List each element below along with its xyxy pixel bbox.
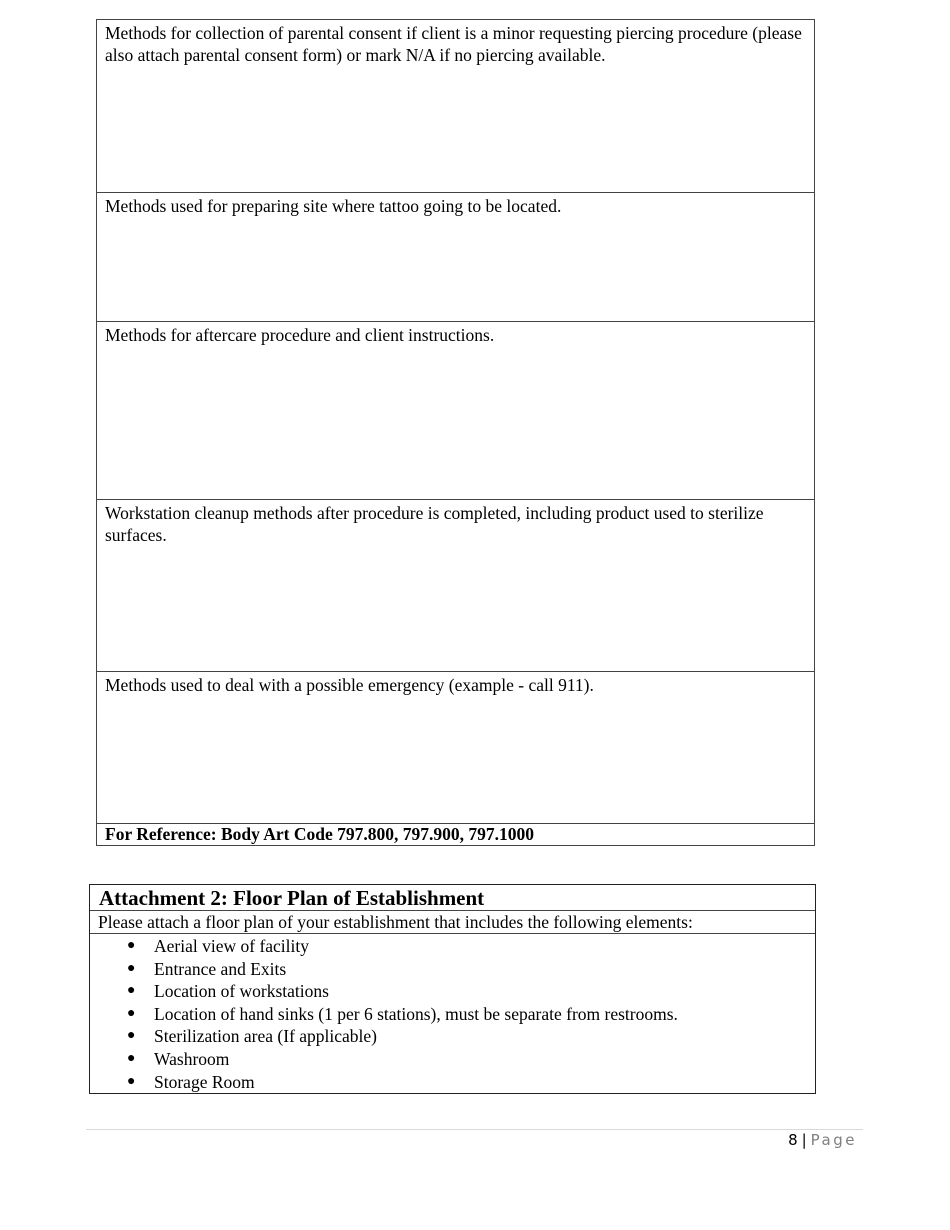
list-item-text: Aerial view of facility — [154, 936, 310, 956]
page-label: Page — [810, 1131, 857, 1149]
floor-plan-elements-list — [90, 934, 815, 1093]
list-item — [90, 980, 815, 1003]
emergency-field[interactable] — [97, 672, 814, 824]
bullet-icon: ● — [127, 1050, 136, 1066]
list-item — [90, 1025, 815, 1048]
list-item-text: Washroom — [154, 1048, 230, 1069]
list-item-text: Entrance and Exits — [154, 958, 287, 979]
list-item-text: Location of hand sinks (1 per 6 stations), must be separate from restrooms. — [154, 1003, 678, 1024]
site-preparation-label: Methods used for preparing site where tattoo going to be located. — [105, 196, 562, 216]
bullet-icon: ● — [127, 1028, 136, 1044]
workstation-cleanup-field[interactable] — [97, 500, 814, 672]
aftercare-label: Methods for aftercare procedure and client instructions. — [105, 325, 495, 345]
parental-consent-field[interactable] — [97, 20, 814, 193]
list-item — [90, 1003, 815, 1026]
attachment-title: Attachment 2: Floor Plan of Establishment — [90, 885, 815, 911]
bullet-icon: ● — [127, 983, 136, 999]
bullet-icon: ● — [127, 1005, 136, 1021]
list-item — [90, 1048, 815, 1071]
list-item-text: Location of workstations — [154, 981, 329, 1002]
aftercare-field[interactable] — [97, 322, 814, 500]
bullet-icon: ● — [127, 1073, 136, 1089]
procedures-table — [96, 19, 815, 846]
bullet-icon: ● — [127, 938, 136, 953]
page-number: 8 — [788, 1131, 798, 1149]
attachment-2-table — [89, 884, 816, 1094]
list-item-text: Storage Room — [154, 1071, 255, 1092]
page-footer — [788, 1131, 857, 1149]
list-item — [90, 935, 815, 958]
list-item-text: Sterilization area (If applicable) — [154, 1026, 378, 1047]
site-preparation-field[interactable] — [97, 193, 814, 322]
footer-divider — [86, 1129, 863, 1130]
bullet-icon: ● — [127, 960, 136, 976]
workstation-cleanup-label: Workstation cleanup methods after procedure is completed, including product used to sterilize surfaces. — [105, 503, 764, 545]
attachment-intro: Please attach a floor plan of your establishment that includes the following elements: — [90, 911, 815, 934]
parental-consent-label: Methods for collection of parental consent if client is a minor requesting piercing procedure (please also attach parental consent form) or mark N/A if no piercing available. — [105, 23, 802, 65]
reference-note: For Reference: Body Art Code 797.800, 797.900, 797.1000 — [105, 824, 535, 844]
list-item — [90, 1071, 815, 1094]
list-item — [90, 958, 815, 981]
emergency-label: Methods used to deal with a possible emergency (example - call 911). — [105, 675, 594, 695]
page-separator: | — [801, 1131, 807, 1149]
